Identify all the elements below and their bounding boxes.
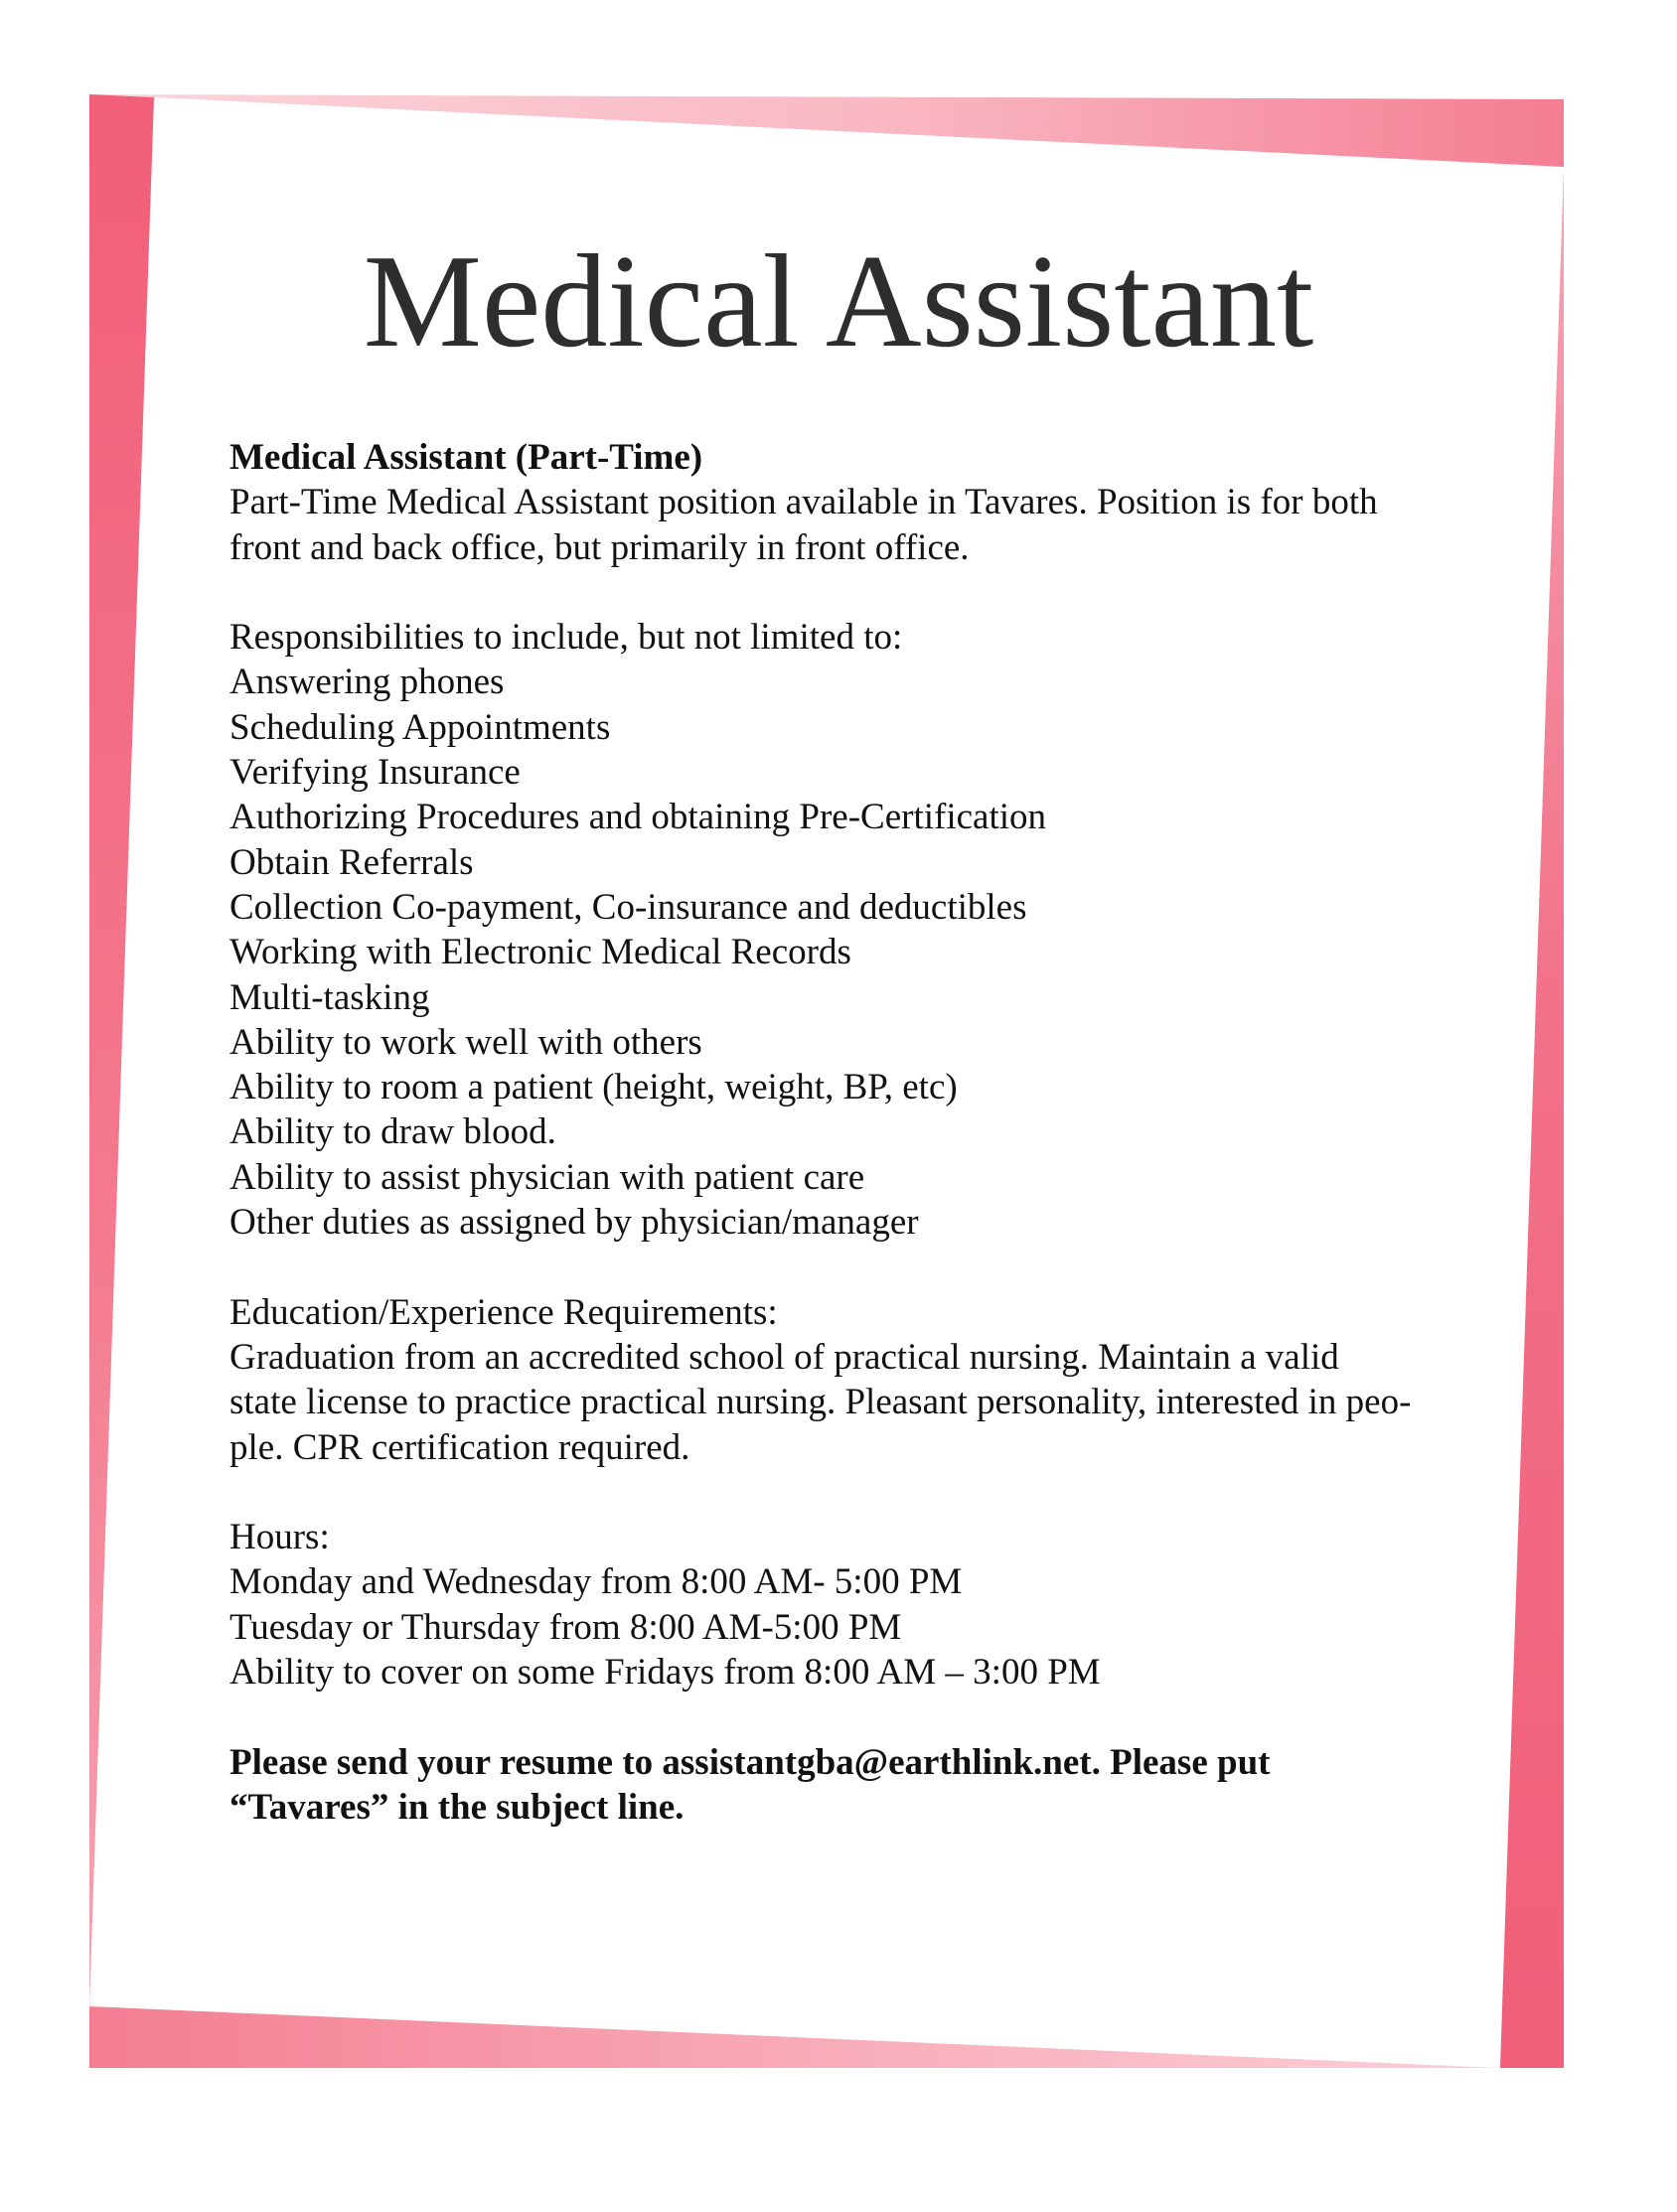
- page-title: Medical Assistant: [363, 227, 1314, 374]
- education-line: Graduation from an accredited school of practical nursing. Maintain a valid: [229, 1336, 1339, 1378]
- list-item: Authorizing Procedures and obtaining Pre-Certification: [229, 797, 1047, 838]
- list-item: Collection Co-payment, Co-insurance and deductibles: [229, 886, 1027, 928]
- contact-line: Please send your resume to assistantgba@earthlink.net. Please put: [229, 1741, 1271, 1783]
- list-item: Obtain Referrals: [229, 841, 474, 883]
- hours-heading: Hours:: [229, 1517, 330, 1558]
- list-item: Ability to assist physician with patient care: [229, 1156, 865, 1198]
- education-heading: Education/Experience Requirements:: [229, 1291, 778, 1333]
- list-item: Multi-tasking: [229, 976, 430, 1018]
- list-item: Ability to draw blood.: [229, 1111, 556, 1153]
- education-line: state license to practice practical nursing. Pleasant personality, interested in peo-: [229, 1382, 1412, 1423]
- hours-line: Monday and Wednesday from 8:00 AM- 5:00 PM: [229, 1561, 963, 1603]
- list-item: Verifying Insurance: [229, 752, 521, 794]
- list-item: Ability to work well with others: [229, 1021, 702, 1063]
- contact-line: “Tavares” in the subject line.: [229, 1786, 685, 1828]
- list-item: Ability to room a patient (height, weight, BP, etc): [229, 1067, 958, 1108]
- hours-line: Tuesday or Thursday from 8:00 AM-5:00 PM: [229, 1606, 902, 1648]
- intro-line: Part-Time Medical Assistant position available in Tavares. Position is for both: [229, 482, 1378, 523]
- flyer-body: [229, 435, 1481, 1830]
- responsibilities-heading: Responsibilities to include, but not limited to:: [229, 617, 903, 659]
- hours-line: Ability to cover on some Fridays from 8:00 AM – 3:00 PM: [229, 1652, 1101, 1694]
- list-item: Working with Electronic Medical Records: [229, 932, 851, 973]
- list-item: Other duties as assigned by physician/manager: [229, 1202, 919, 1244]
- list-item: Scheduling Appointments: [229, 706, 611, 748]
- intro-line: front and back office, but primarily in front office.: [229, 526, 970, 568]
- list-item: Answering phones: [229, 662, 505, 703]
- education-line: ple. CPR certification required.: [229, 1426, 690, 1468]
- position-heading: Medical Assistant (Part-Time): [229, 437, 703, 478]
